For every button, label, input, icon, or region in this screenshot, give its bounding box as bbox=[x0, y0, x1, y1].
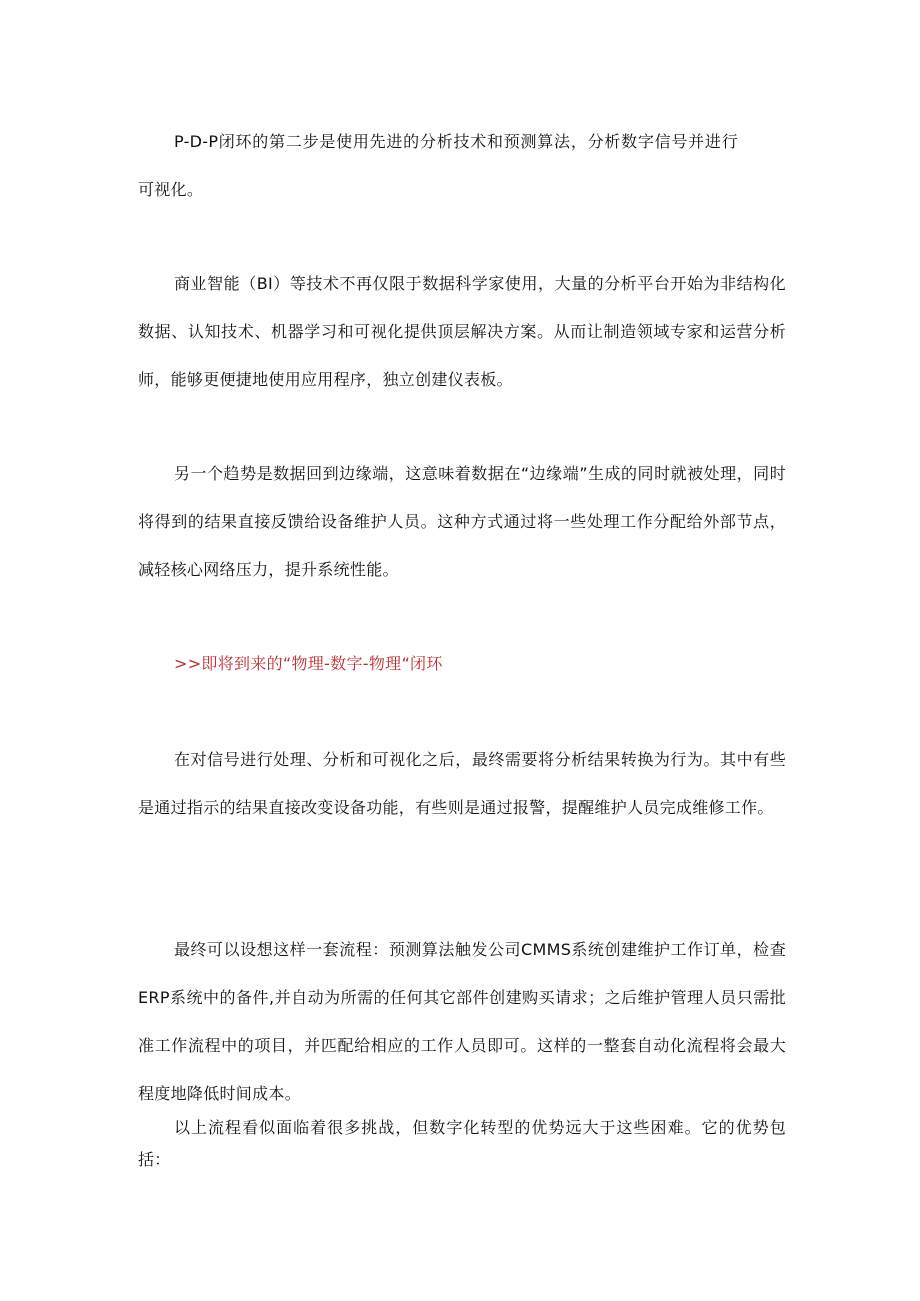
paragraph-pdp-step-two: P-D-P闭环的第二步是使用先进的分析技术和预测算法，分析数字信号并进行可视化。 bbox=[138, 132, 738, 199]
paragraph-automated-workflow: 最终可以设想这样一套流程：预测算法触发公司CMMS系统创建维护工作订单，检查ERP系统中的备件,并自动为所需的任何其它部件创建购买请求；之后维护管理人员只需批准工作流程中的项目，并匹配给相应的工作人员即可。这样的一整套自动化流程将会最大程度地降低时间成本。 bbox=[138, 940, 786, 1103]
paragraph-signal-to-action: 在对信号进行处理、分析和可视化之后，最终需要将分析结果转换为行为。其中有些是通过指示的结果直接改变设备功能，有些则是通过报警，提醒维护人员完成维修工作。 bbox=[138, 750, 786, 817]
section-heading-physical-digital-physical-loop: >>即将到来的“物理-数字-物理“闭环 bbox=[174, 654, 443, 673]
paragraph-business-intelligence: 商业智能（BI）等技术不再仅限于数据科学家使用，大量的分析平台开始为非结构化数据、认知技术、机器学习和可视化提供顶层解决方案。从而让制造领域专家和运营分析师，能够更便捷地使用应用程序，独立创建仪表板。 bbox=[138, 274, 786, 389]
paragraph-advantages-intro: 以上流程看似面临着很多挑战，但数字化转型的优势远大于这些困难。它的优势包括： bbox=[138, 1118, 786, 1169]
paragraph-edge-computing: 另一个趋势是数据回到边缘端，这意味着数据在“边缘端”生成的同时就被处理，同时将得到的结果直接反馈给设备维护人员。这种方式通过将一些处理工作分配给外部节点，减轻核心网络压力，提升系统性能。 bbox=[138, 464, 786, 579]
